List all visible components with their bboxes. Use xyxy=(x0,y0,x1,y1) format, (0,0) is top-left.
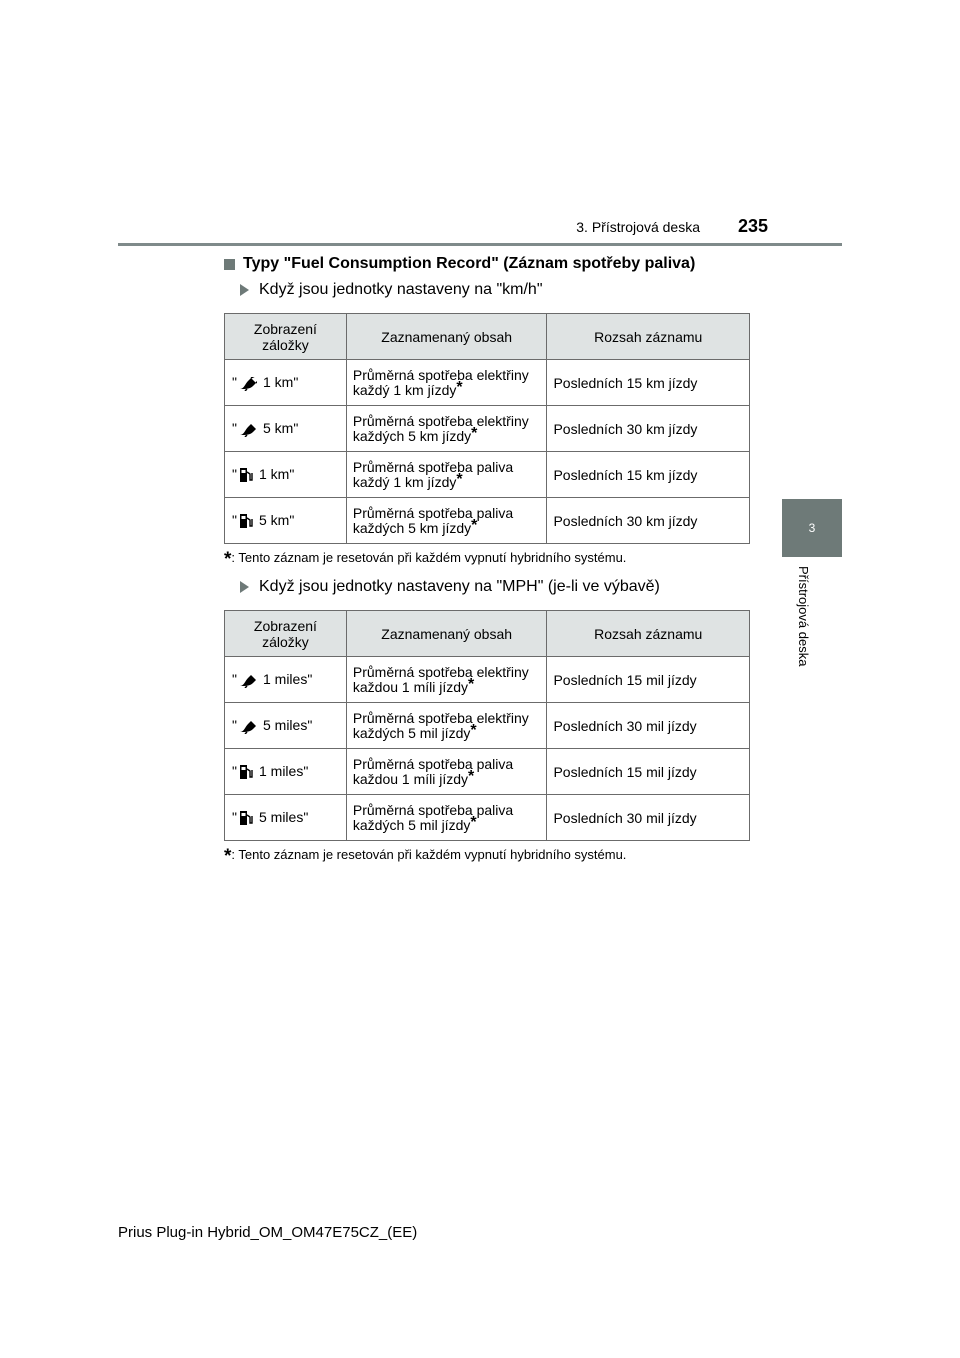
km-subheading xyxy=(240,281,543,299)
table-header-row xyxy=(225,611,750,657)
tab-cell: " 1 km" xyxy=(225,452,347,498)
table-row xyxy=(225,749,750,795)
table-row xyxy=(225,452,750,498)
km-subheading-text: Když jsou jednotky nastaveny na "km/h" xyxy=(259,281,543,298)
km-footnote-text: : Tento záznam je resetován při každém vypnutí hybridního systému. xyxy=(231,550,627,565)
table-row xyxy=(225,703,750,749)
content-cell: Průměrná spotřeba elektřiny každých 5 km jízdy* xyxy=(346,406,547,452)
range-cell: Posledních 30 km jízdy xyxy=(547,406,750,452)
range-cell: Posledních 15 mil jízdy xyxy=(547,749,750,795)
tab-cell: " 1 miles" xyxy=(225,749,347,795)
column-header-range: Rozsah záznamu xyxy=(547,314,750,360)
electric-plug-icon xyxy=(239,423,257,437)
section-heading-text: Typy "Fuel Consumption Record" (Záznam spotřeby paliva) xyxy=(243,255,696,272)
table-row xyxy=(225,657,750,703)
tab-cell: " 5 miles" xyxy=(225,703,347,749)
fuel-pump-icon xyxy=(239,513,253,529)
triangle-bullet-icon xyxy=(240,284,249,296)
column-header-range: Rozsah záznamu xyxy=(547,611,750,657)
fuel-pump-icon xyxy=(239,467,253,483)
chapter-side-label: Přístrojová deska xyxy=(796,566,811,667)
km-record-table xyxy=(224,313,750,544)
mph-footnote-text: : Tento záznam je resetován při každém vypnutí hybridního systému. xyxy=(231,847,627,862)
electric-plug-icon xyxy=(239,674,257,688)
chapter-header: 3. Přístrojová deska xyxy=(576,219,700,235)
square-bullet-icon xyxy=(224,259,235,270)
mph-record-table xyxy=(224,610,750,841)
content-cell: Průměrná spotřeba paliva každých 5 mil jízdy* xyxy=(346,795,547,841)
column-header-tab: Zobrazení záložky xyxy=(225,314,347,360)
table-row xyxy=(225,360,750,406)
electric-plug-icon xyxy=(239,720,257,734)
tab-cell: " 1 miles" xyxy=(225,657,347,703)
tab-cell: " 5 km" xyxy=(225,498,347,544)
footer-title: Prius Plug-in Hybrid_OM_OM47E75CZ_(EE) xyxy=(118,1224,418,1241)
range-cell: Posledních 15 mil jízdy xyxy=(547,657,750,703)
content-cell: Průměrná spotřeba elektřiny každou 1 míli jízdy* xyxy=(346,657,547,703)
tab-cell: " 1 km" xyxy=(225,360,347,406)
column-header-content: Zaznamenaný obsah xyxy=(346,314,547,360)
footnote-asterisk: * xyxy=(224,846,232,867)
range-cell: Posledních 30 mil jízdy xyxy=(547,795,750,841)
content-cell: Průměrná spotřeba paliva každých 5 km jízdy* xyxy=(346,498,547,544)
km-footnote xyxy=(224,549,626,571)
column-header-content: Zaznamenaný obsah xyxy=(346,611,547,657)
range-cell: Posledních 15 km jízdy xyxy=(547,360,750,406)
column-header-tab: Zobrazení záložky xyxy=(225,611,347,657)
chapter-tab[interactable]: 3 xyxy=(782,499,842,557)
tab-cell: " 5 miles" xyxy=(225,795,347,841)
mph-subheading-text: Když jsou jednotky nastaveny na "MPH" (je-li ve výbavě) xyxy=(259,578,660,595)
table-row xyxy=(225,498,750,544)
content-cell: Průměrná spotřeba paliva každou 1 míli jízdy* xyxy=(346,749,547,795)
tab-cell: " 5 km" xyxy=(225,406,347,452)
page-number: 235 xyxy=(738,216,769,236)
content-cell: Průměrná spotřeba paliva každý 1 km jízdy* xyxy=(346,452,547,498)
mph-subheading xyxy=(240,578,660,596)
range-cell: Posledních 30 km jízdy xyxy=(547,498,750,544)
mph-footnote xyxy=(224,846,626,868)
table-row xyxy=(225,406,750,452)
table-header-row xyxy=(225,314,750,360)
header-rule xyxy=(118,243,842,246)
triangle-bullet-icon xyxy=(240,581,249,593)
content-cell: Průměrná spotřeba elektřiny každý 1 km jízdy* xyxy=(346,360,547,406)
range-cell: Posledních 30 mil jízdy xyxy=(547,703,750,749)
section-heading xyxy=(224,255,695,273)
footnote-asterisk: * xyxy=(224,549,232,570)
table-row xyxy=(225,795,750,841)
fuel-pump-icon xyxy=(239,810,253,826)
electric-plug-icon xyxy=(239,377,257,391)
content-cell: Průměrná spotřeba elektřiny každých 5 mil jízdy* xyxy=(346,703,547,749)
range-cell: Posledních 15 km jízdy xyxy=(547,452,750,498)
fuel-pump-icon xyxy=(239,764,253,780)
